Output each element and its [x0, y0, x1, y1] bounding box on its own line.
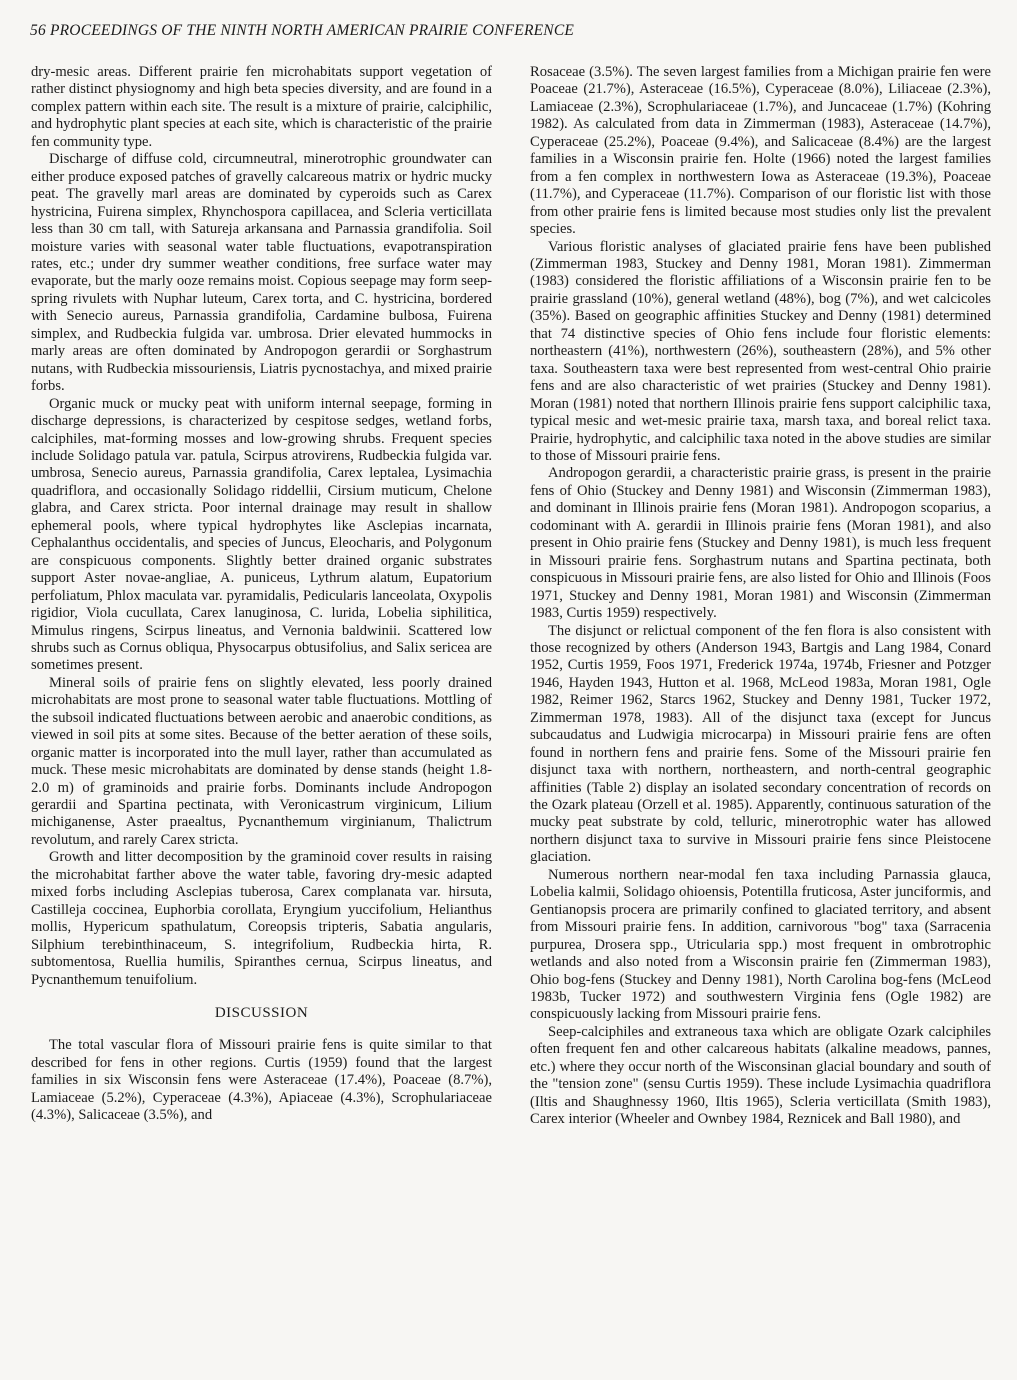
paragraph: Organic muck or mucky peat with uniform internal seepage, forming in discharge depressions, is characterized by cespitose sedges, wetland forbs, calciphiles, mat-forming mosses and low-growing shrubs. Frequent species include Solidago patula var. patula, Scirpus atrovirens, Rudbeckia fulgida var. umbrosa, Senecio aureus, Parnassia grandifolia, Carex leptalea, Lysimachia quadriflora, and occasionally Solidago riddellii, Cirsium muticum, Chelone glabra, and Carex stricta. Poor internal drainage may result in shallow ephemeral pools, where typical hydrophytes like Asclepias incarnata, Cephalanthus occidentalis, and species of Juncus, Eleocharis, and Polygonum are conspicuous components. Slightly better drained organic substrates support Aster novae-angliae, A. puniceus, Lythrum alatum, Eupatorium perfoliatum, Phlox maculata var. pyramidalis, Pedicularis lanceolata, Oxypolis rigidior, Viola cucullata, Carex lanuginosa, C. lurida, Lobelia siphilitica, Mimulus ringens, Scirpus lineatus, and Vernonia baldwinii. Scattered low shrubs such as Cornus obliqua, Physocarpus obtusifolius, and Salix sericea are sometimes present. [31, 395, 492, 674]
paragraph: The disjunct or relictual component of the fen flora is also consistent with those recognized by others (Anderson 1943, Bartgis and Lang 1984, Conard 1952, Curtis 1959, Foos 1971, Frederick 1974a, 1974b, Friesner and Potzger 1946, Hayden 1943, Hutton et al. 1968, McLeod 1983a, Moran 1981, Ogle 1982, Reimer 1962, Starcs 1962, Stuckey and Denny 1981, Tucker 1972, Zimmerman 1978, 1983). All of the disjunct taxa (except for Juncus subcaudatus and Ludwigia microcarpa) in Missouri prairie fens are often found in northern fens and prairie fens. Some of the Missouri prairie fen disjunct taxa with northern, northeastern, and north-central geographic affinities (Table 2) display an isolated secondary concentration of records on the Ozark plateau (Orzell et al. 1985). Apparently, continuous saturation of the mucky peat substrate by cold, telluric, minerotrophic water has allowed northern disjunct taxa to survive in Missouri prairie fens since Pleistocene glaciation. [530, 622, 991, 866]
paragraph: Growth and litter decomposition by the graminoid cover results in raising the microhabitat farther above the water table, favoring dry-mesic adapted mixed forbs including Asclepias tuberosa, Carex complanata var. hirsuta, Castilleja coccinea, Euphorbia corollata, Eryngium yuccifolium, Helianthus mollis, Hypericum spathulatum, Coreopsis tripteris, Sabatia angularis, Silphium terebinthinaceum, S. integrifolium, Rudbeckia hirta, R. subtomentosa, Ruellia humilis, Spiranthes cernua, Scirpus lineatus, and Pycnanthemum tenuifolium. [31, 849, 492, 988]
left-column [31, 64, 492, 1125]
paragraph: Mineral soils of prairie fens on slightly elevated, less poorly drained microhabitats are most prone to seasonal water table fluctuations. Mottling of the subsoil indicated fluctuations between aerobic and anaerobic conditions, as viewed in soil pits at some sites. Because of the better aeration of these soils, organic matter is incorporated into the mull layer, rather than accumulated as muck. These mesic microhabitats are dominated by dense stands (height 1.8-2.0 m) of graminoids and prairie forbs. Dominants include Andropogon gerardii and Spartina pectinata, with Veronicastrum virginicum, Lilium michiganense, Aster praealtus, Pycnanthemum virginianum, Thalictrum revolutum, and rarely Carex stricta. [31, 674, 492, 848]
paragraph: Rosaceae (3.5%). The seven largest families from a Michigan prairie fen were Poaceae (21.7%), Asteraceae (16.5%), Cyperaceae (8.0%), Liliaceae (2.3%), Lamiaceae (2.3%), Scrophulariaceae (1.7%), and Juncaceae (1.7%) (Kohring 1982). As calculated from data in Zimmerman (1983), Asteraceae (14.7%), Cyperaceae (25.2%), Poaceae (9.4%), and Salicaceae (8.4%) are the largest families in a Wisconsin prairie fen. Holte (1966) noted the largest families from a fen complex in northwestern Iowa as Asteraceae (19.3%), Poaceae (11.7%), and Cyperaceae (11.7%). Comparison of our floristic list with those from other prairie fens is limited because most studies only list the prevalent species. [530, 64, 991, 238]
paragraph: Numerous northern near-modal fen taxa including Parnassia glauca, Lobelia kalmii, Solidago ohioensis, Potentilla fruticosa, Aster junciformis, and Gentianopsis procera are primarily confined to glaciated territory, and absent from Missouri prairie fens. In addition, carnivorous "bog" taxa (Sarracenia purpurea, Drosera spp., Utricularia spp.) most frequent in ombrotrophic wetlands and also noted from a Wisconsin prairie fen (Zimmerman 1983), Ohio bog-fens (Stuckey and Denny 1981), North Carolina bog-fens (McLeod 1983b, Tucker 1972) and southwestern Virginia fens (Ogle 1982) are conspicuously lacking from Missouri prairie fens. [530, 866, 991, 1023]
paragraph: Andropogon gerardii, a characteristic prairie grass, is present in the prairie fens of Ohio (Stuckey and Denny 1981) and Wisconsin (Zimmerman 1983), and dominant in Illinois prairie fens (Moran 1981). Andropogon scoparius, a codominant with A. gerardii in Illinois prairie fens (Moran 1981), and also present in Ohio prairie fens (Stuckey and Denny 1981), is much less frequent in Missouri prairie fens. Sorghastrum nutans and Spartina pectinata, both conspicuous in Missouri prairie fens, are also listed for Ohio and Illinois (Foos 1971, Stuckey and Denny 1981, Moran 1981) and Wisconsin (Zimmerman 1983, Curtis 1959) respectively. [530, 465, 991, 622]
paragraph: The total vascular flora of Missouri prairie fens is quite similar to that described for fens in other regions. Curtis (1959) found that the largest families in six Wisconsin fens were Asteraceae (17.4%), Poaceae (8.7%), Lamiaceae (5.2%), Cyperaceae (4.3%), Apiaceae (4.3%), Scrophulariaceae (4.3%), Salicaceae (3.5%), and [31, 1037, 492, 1124]
right-column [530, 64, 991, 1129]
running-head: 56 PROCEEDINGS OF THE NINTH NORTH AMERICAN PRAIRIE CONFERENCE [30, 22, 575, 39]
paragraph: dry-mesic areas. Different prairie fen microhabitats support vegetation of rather distinct physiognomy and high beta species diversity, and are found in a complex pattern within each site. The result is a mixture of prairie, calciphilic, and hydrophytic plant species at each site, which is characteristic of the prairie fen community type. [31, 64, 492, 150]
paragraph: Seep-calciphiles and extraneous taxa which are obligate Ozark calciphiles often frequent fen and other calcareous habitats (alkaline meadows, pannes, etc.) where they occur north of the Wisconsinan glacial boundary and south of the "tension zone" (sensu Curtis 1959). These include Lysimachia quadriflora (Iltis and Shaughnessy 1960, Iltis 1965), Scleria verticillata (Smith 1983), Carex interior (Wheeler and Ownbey 1984, Reznicek and Ball 1980), and [530, 1023, 991, 1128]
section-heading: DISCUSSION [214, 1005, 309, 1022]
paragraph: Discharge of diffuse cold, circumneutral, minerotrophic groundwater can either produce exposed patches of gravelly calcareous matrix or hydric mucky peat. The gravelly marl areas are dominated by cyperoids such as Carex hystricina, Fuirena simplex, Rhynchospora capillacea, and Scleria verticillata less than 30 cm tall, with Satureja arkansana and Parnassia grandifolia. Soil moisture varies with seasonal water table fluctuations, evapotranspiration rates, etc.; under dry summer weather conditions, free surface water may evaporate, but the marly ooze remains moist. Copious seepage may form seep-spring rivulets with Nuphar luteum, Carex torta, and C. hystricina, bordered with Senecio aureus, Parnassia grandifolia, Cardamine bulbosa, Fuirena simplex, and Rudbeckia fulgida var. umbrosa. Drier elevated hummocks in marly areas are often dominated by Andropogon gerardii or Sorghastrum nutans, with Rudbeckia missouriensis, Liatris pycnostachya, and mixed prairie forbs. [31, 151, 492, 395]
paragraph: Various floristic analyses of glaciated prairie fens have been published (Zimmerman 1983, Stuckey and Denny 1981, Moran 1981). Zimmerman (1983) considered the floristic affiliations of a Wisconsin prairie fen to be prairie grassland (10%), general wetland (48%), bog (7%), and wet calcicoles (35%). Based on geographic affinities Stuckey and Denny (1981) determined that 74 distinctive species of Ohio fens include four floristic elements: northeastern (41%), northwestern (26%), southeastern (28%), and 5% other taxa. Southeastern taxa were best represented from west-central Ohio prairie fens and are also characteristic of wet prairies (Stuckey and Denny 1981). Moran (1981) noted that northern Illinois prairie fens support calciphilic taxa, typical mesic and wet-mesic prairie taxa, marsh taxa, and boreal relict taxa. Prairie, hydrophytic, and calciphilic taxa noted in the above studies are similar to those of Missouri prairie fens. [530, 238, 991, 464]
